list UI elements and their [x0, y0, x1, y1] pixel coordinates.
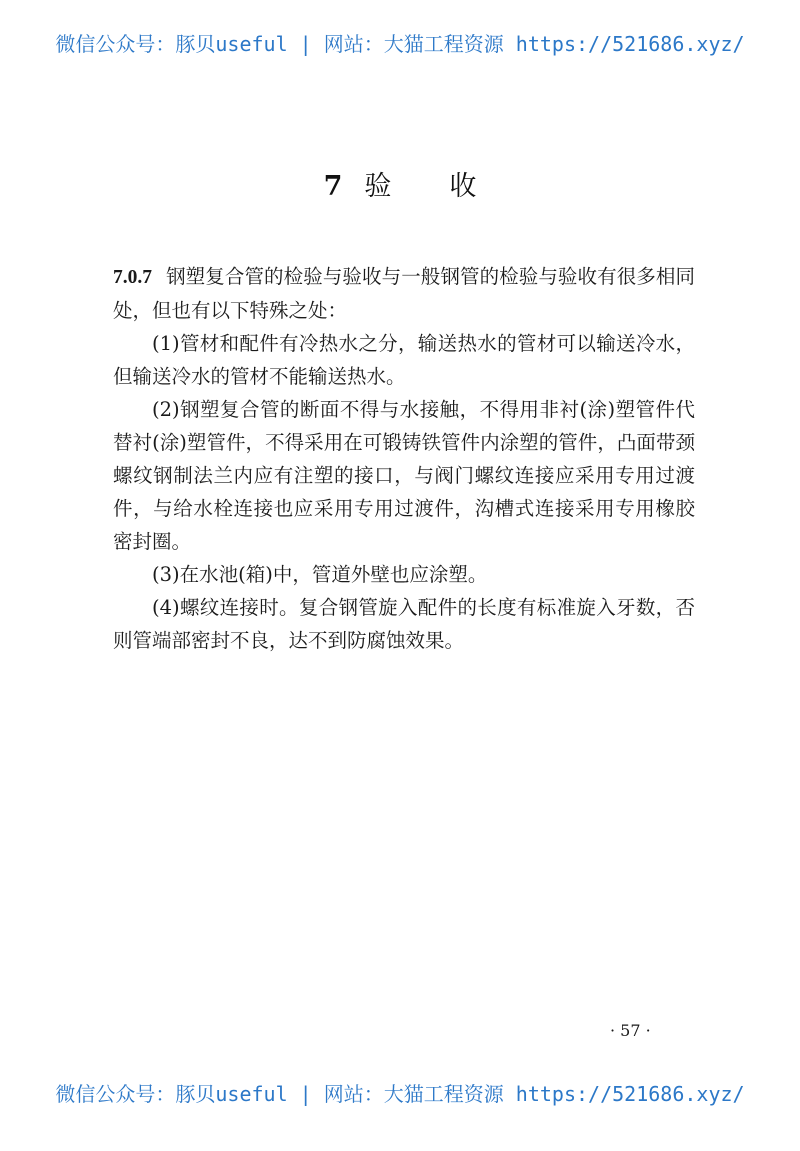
watermark-bottom: 微信公众号：豚贝useful | 网站：大猫工程资源 https://521686.xyz/ [55, 1082, 745, 1106]
page-number: · 57 · [610, 1021, 651, 1040]
clause-intro-text: 钢塑复合管的检验与验收与一般钢管的检验与验收有很多相同处，但也有以下特殊之处： [113, 265, 695, 322]
watermark-top: 微信公众号：豚贝useful | 网站：大猫工程资源 https://521686.xyz/ [55, 32, 745, 56]
chapter-number: 7 [323, 171, 343, 202]
clause-item-4: (4)螺纹连接时。复合钢管旋入配件的长度有标准旋入牙数，否则管端部密封不良，达不到防腐蚀效果。 [113, 596, 695, 652]
clause-number: 7.0.7 [113, 267, 152, 288]
clause-item-3: (3)在水池(箱)中，管道外壁也应涂塑。 [152, 563, 488, 586]
clause-item-2: (2)钢塑复合管的断面不得与水接触，不得用非衬(涂)塑管件代替衬(涂)塑管件，不得采用在可锻铸铁管件内涂塑的管件，凸面带颈螺纹钢制法兰内应有注塑的接口，与阀门螺纹连接应采用专用过渡件，与给水栓连接也应采用专用过渡件，沟槽式连接采用专用橡胶密封圈。 [113, 398, 695, 553]
clause-item-1: (1)管材和配件有冷热水之分，输送热水的管材可以输送冷水，但输送冷水的管材不能输送热水。 [113, 332, 695, 388]
clause-body [113, 260, 695, 657]
chapter-title [0, 164, 800, 203]
chapter-title-text: 验收 [364, 171, 535, 202]
clause-intro-paragraph [113, 260, 695, 327]
